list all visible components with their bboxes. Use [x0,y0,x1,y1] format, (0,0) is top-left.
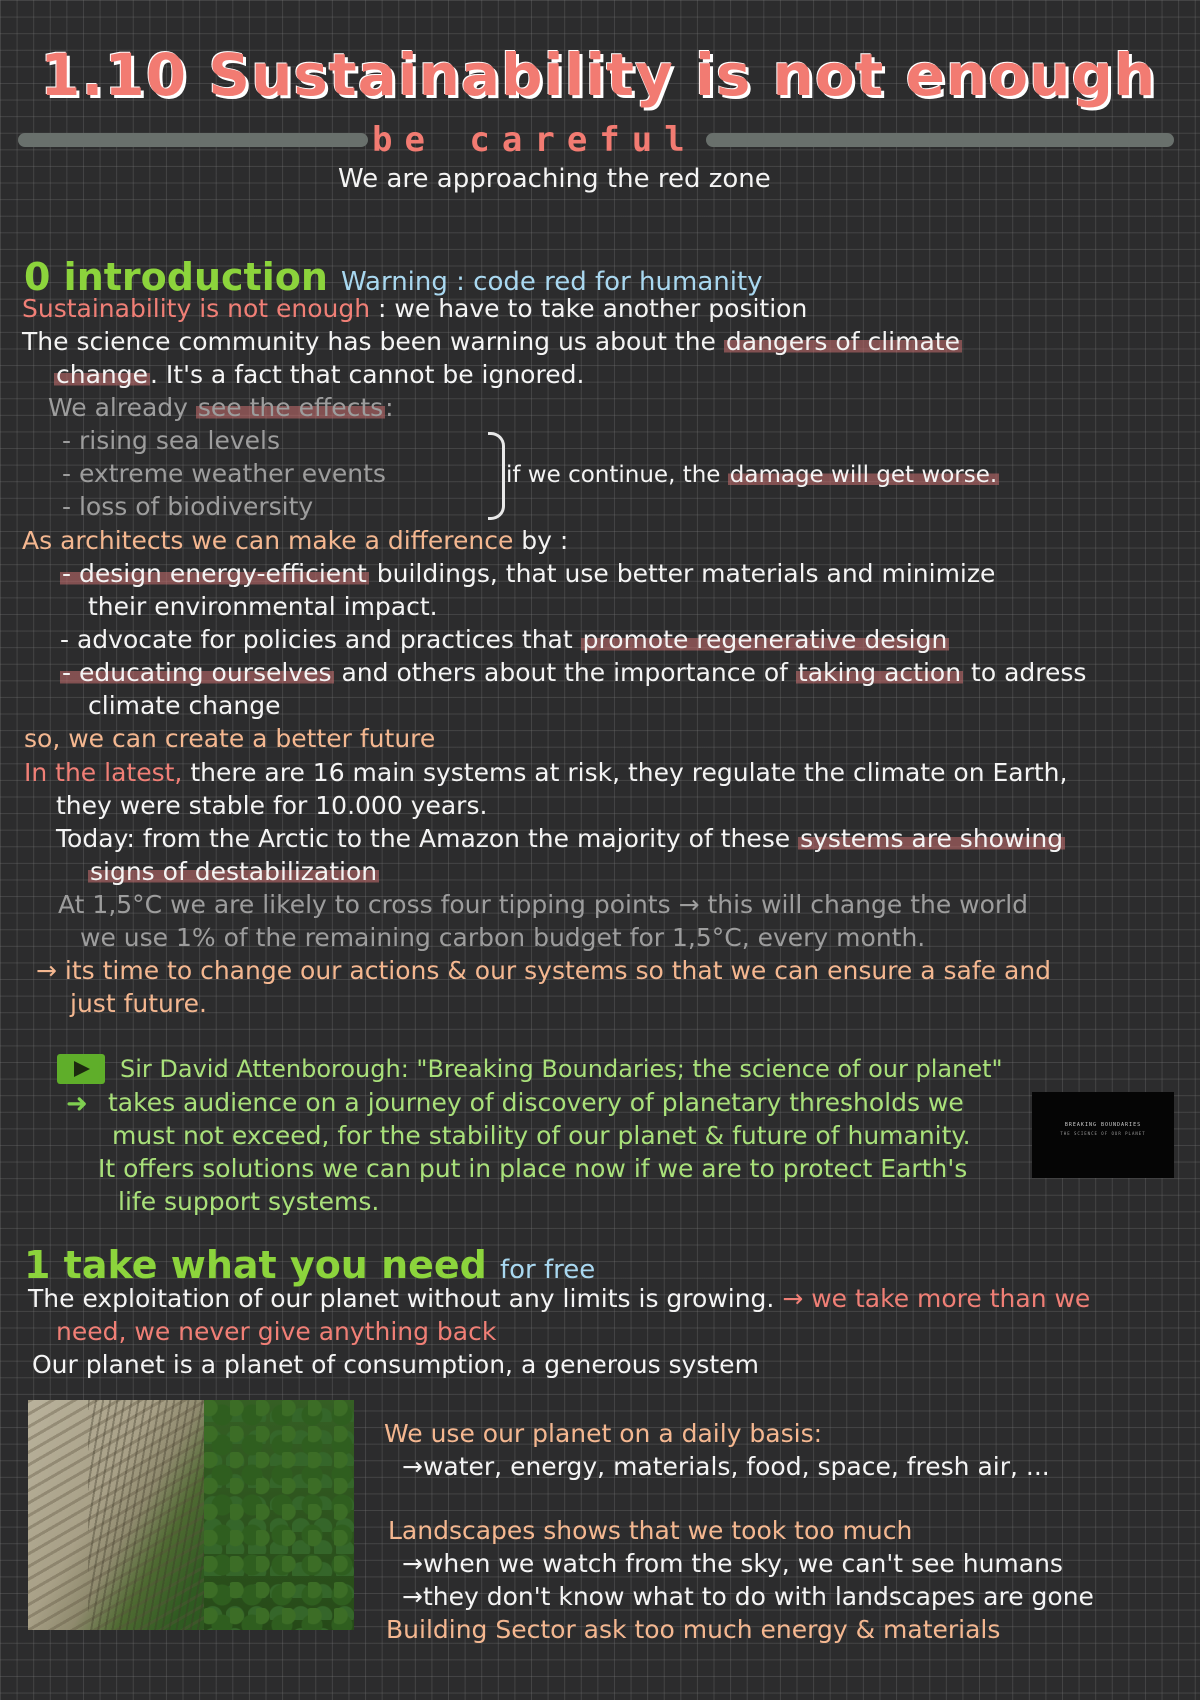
bullet-1b: buildings, that use better materials and minimize [368,559,996,588]
section1-tag: for free [499,1255,596,1285]
thumbnail-subtitle: THE SCIENCE OF OUR PLANET [1060,1131,1146,1136]
intro-l3a: change [56,360,149,389]
architects-a: As architects we can make a difference [22,526,514,555]
latest-line [24,757,1067,789]
intro-line-3 [54,359,584,391]
exploitation-c: need, we never give anything back [56,1317,497,1346]
intro-line-4 [48,392,394,424]
bullet-2b: promote regenerative design [582,625,948,654]
exploitation-line [28,1283,1090,1315]
intro-l4a: We already [48,393,196,422]
intro-line-2 [22,326,962,358]
intro-l3b: . It's a fact that cannot be ignored. [150,360,585,389]
brace-note [506,459,999,491]
better-future-line: so, we can create a better future [24,724,436,753]
divider-left [18,133,368,147]
section-heading-introduction: 0 introduction [24,255,328,299]
bullet-3 [60,657,1086,689]
divider-right [706,133,1174,147]
photo-cleared-strips [88,1400,208,1630]
effect-1: - rising sea levels [62,426,280,455]
video-desc-4: life support systems. [118,1187,380,1216]
video-title[interactable]: Sir David Attenborough: "Breaking Boundaries; the science of our planet" [120,1055,1003,1083]
thumbnail-title: BREAKING BOUNDARIES [1064,1122,1142,1128]
bullet-1c: their environmental impact. [88,592,438,621]
action-line: → its time to change our actions & our systems so that we can ensure a safe and [36,956,1052,985]
today-b: systems are showing [800,824,1064,853]
today-a: Today: from the Arctic to the Amazon the majority of these [56,824,799,853]
intro-warning: Warning : code red for humanity [340,267,763,297]
brace-note-a: if we continue, the [506,462,728,488]
latest-b: there are 16 main systems at risk, they regulate the climate on Earth, [182,758,1068,787]
bullet-3b: and others about the importance of [333,658,796,687]
intro-l2b: dangers of climate [725,327,960,356]
bullet-3c: taking action [797,658,962,687]
video-desc-1: takes audience on a journey of discovery of planetary thresholds we [108,1088,964,1117]
intro-l2a: The science community has been warning us about the [22,327,724,356]
landscapes-gone-line: →they don't know what to do with landscapes are gone [402,1582,1094,1611]
bullet-3e: climate change [88,691,281,720]
video-desc-2: must not exceed, for the stability of our planet & future of humanity. [112,1121,971,1150]
action-line-2: just future. [70,989,207,1018]
sky-line: →when we watch from the sky, we can't see humans [402,1549,1063,1578]
section1-heading-row [24,1243,595,1287]
daily-use-line: We use our planet on a daily basis: [384,1419,823,1448]
play-icon[interactable] [57,1054,105,1084]
intro-l1b: : we have to take another position [370,294,808,323]
resources-line: →water, energy, materials, food, space, fresh air, ... [402,1452,1050,1481]
building-sector-line: Building Sector ask too much energy & materials [386,1615,1001,1644]
video-desc-3: It offers solutions we can put in place now if we are to protect Earth's [98,1154,968,1183]
bullet-3a: - educating ourselves [62,658,332,687]
exploitation-b: → we take more than we [774,1284,1091,1313]
intro-line-1 [22,293,807,325]
photo-forest [204,1400,354,1630]
latest-a: In the latest, [24,758,183,787]
deforestation-photo [28,1400,354,1630]
intro-l4b: see the effects [197,393,384,422]
bullet-1 [60,558,995,590]
carbon-budget-line: we use 1% of the remaining carbon budget for 1,5°C, every month. [80,923,926,952]
today-line [56,823,1065,855]
bullet-1a: - design energy-efficient [62,559,367,588]
intro-l4c: : [385,393,394,422]
architects-line [22,525,568,557]
arrow-icon: ➜ [66,1089,88,1119]
today-c-line [88,856,379,888]
section-heading-take-what-you-need: 1 take what you need [24,1243,487,1287]
exploitation-a: The exploitation of our planet without any limits is growing. [28,1284,775,1313]
tipping-line: At 1,5°C we are likely to cross four tipping points → this will change the world [58,890,1029,919]
today-c: signs of destabilization [90,857,378,886]
page-title: 1.10 Sustainability is not enough [40,41,1157,109]
curly-brace [488,432,505,520]
be-careful-label: be careful [372,120,697,160]
architects-b: by : [513,526,569,555]
bullet-3d: to adress [963,658,1087,687]
intro-l1a: Sustainability is not enough [22,294,371,323]
consumption-line: Our planet is a planet of consumption, a generous system [32,1350,759,1379]
effect-2: - extreme weather events [62,459,386,488]
effect-3: - loss of biodiversity [62,492,314,521]
landscapes-line: Landscapes shows that we took too much [388,1516,913,1545]
bullet-2 [60,624,949,656]
video-thumbnail[interactable] [1032,1092,1174,1178]
bullet-2a: - advocate for policies and practices that [60,625,581,654]
subtitle: We are approaching the red zone [338,164,771,194]
latest-c: they were stable for 10.000 years. [56,791,488,820]
brace-note-b: damage will get worse. [729,462,998,488]
